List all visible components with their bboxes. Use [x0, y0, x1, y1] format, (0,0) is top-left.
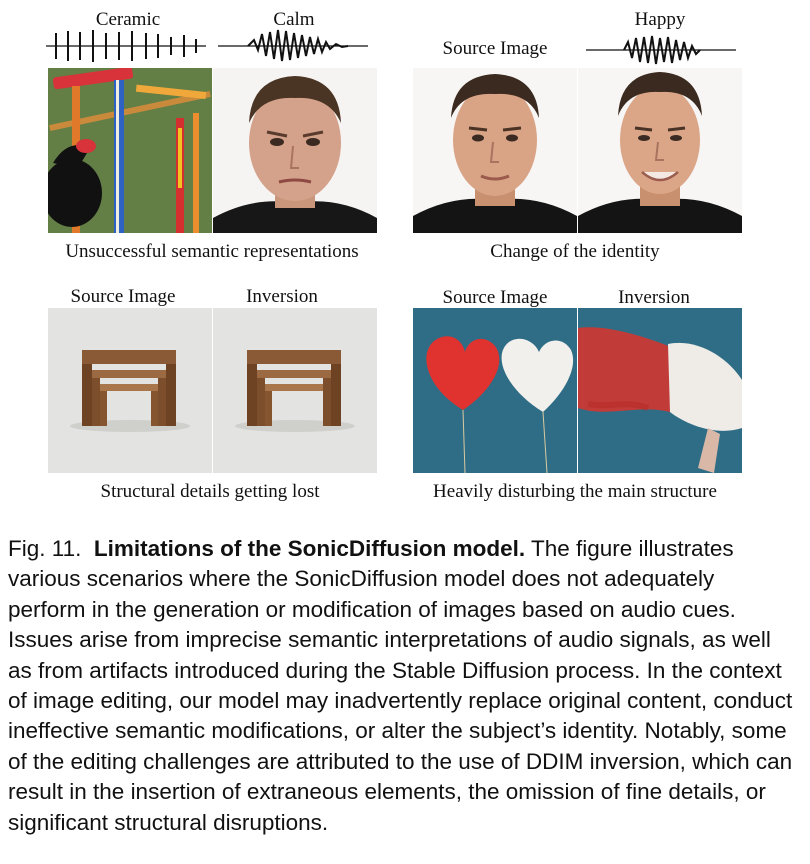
panel-caption-semantic: Unsuccessful semantic representations: [65, 241, 359, 262]
generated-image-ceramic: [48, 68, 212, 233]
source-image-label: Source Image: [70, 286, 176, 307]
inversion-image-table: [213, 308, 377, 473]
inversion-label: Inversion: [618, 287, 690, 308]
panel-caption-identity: Change of the identity: [490, 241, 660, 262]
audio-label-ceramic: Ceramic: [95, 9, 161, 30]
figure-caption-text: The figure illustrates various scenarios where the SonicDiffusion model does not adequately perform in the generation or modification of images based on audio cues. Issues arise from imprecise semantic interpretations of audio signals, as well as from artifacts introduced during the Stable Diffusion process. In the context of image editing, our model may inadvertently replace original content, conduct ineffective semantic modifications, or alter the subject’s identity. Notably, some of the editing challenges are attributed to the use of DDIM inversion, which can result in the insertion of extraneous elements, the omission of fine details, or significant structural disruptions.: [8, 536, 793, 835]
waveform-happy: [586, 32, 736, 68]
waveform-ceramic: [46, 28, 206, 64]
generated-image-calm-face: [213, 68, 377, 233]
inversion-label: Inversion: [246, 286, 318, 307]
panel-caption-disturb: Heavily disturbing the main structure: [433, 481, 717, 502]
source-image-balloons: [413, 308, 577, 473]
figure-caption: [8, 534, 798, 838]
source-image-label: Source Image: [442, 38, 548, 59]
audio-label-calm: Calm: [273, 9, 315, 30]
source-image-table: [48, 308, 212, 473]
audio-label-happy: Happy: [634, 9, 686, 30]
source-image-face: [413, 68, 577, 233]
source-image-label: Source Image: [442, 287, 548, 308]
figure-title: Limitations of the SonicDiffusion model.: [93, 536, 526, 561]
edited-image-happy-face: [578, 68, 742, 233]
figure-label: Fig. 11.: [8, 536, 82, 561]
inversion-image-balloons: [578, 308, 742, 473]
waveform-calm: [218, 26, 368, 66]
panel-caption-structural: Structural details getting lost: [100, 481, 320, 502]
